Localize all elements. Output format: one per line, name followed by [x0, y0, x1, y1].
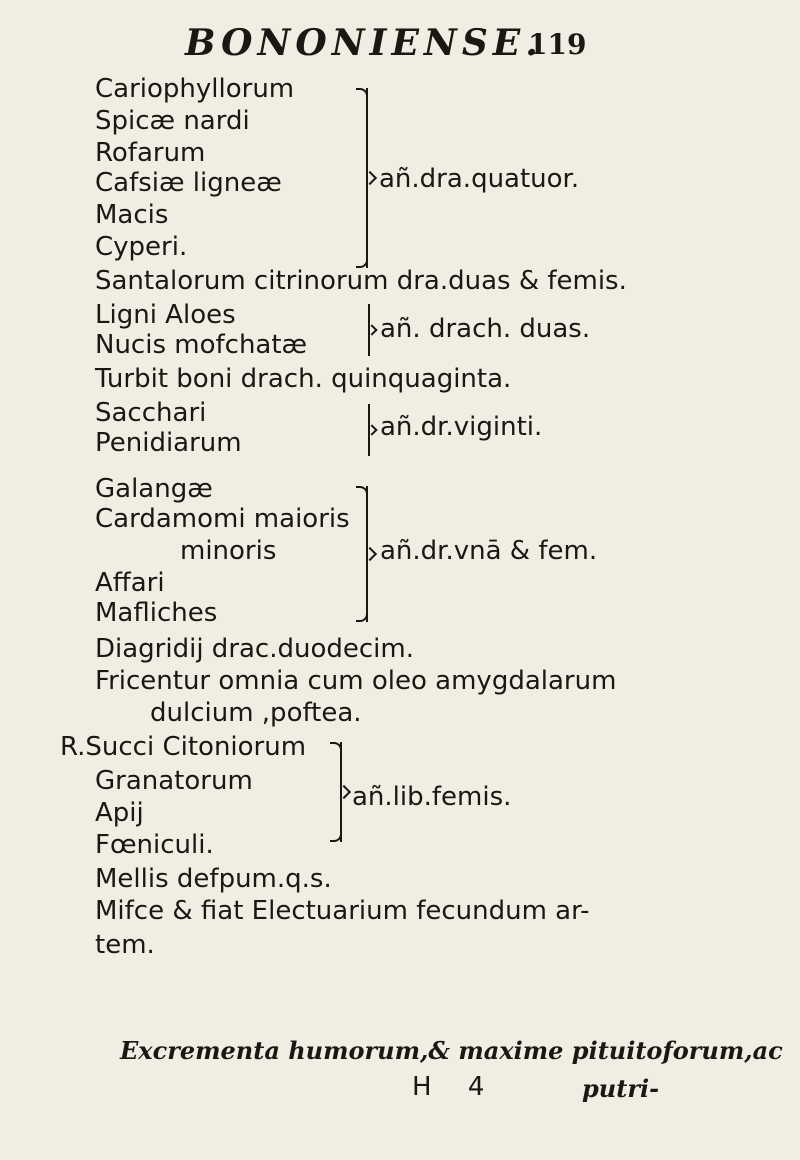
bracket	[360, 304, 370, 356]
running-header	[0, 22, 800, 70]
ingredient-line: R.Succi Citoniorum	[60, 732, 307, 762]
ingredient-line: Fœniculi.	[95, 830, 214, 860]
ingredient-line: Spicæ nardi	[95, 106, 250, 136]
ingredient-line: Galangæ	[95, 474, 213, 504]
recipe-line: Fricentur omnia cum oleo amygdalarum	[95, 666, 617, 696]
recipe-line: Turbit boni drach. quinquaginta.	[95, 364, 512, 394]
catchword: putri-	[582, 1074, 660, 1103]
signature-mark: H 4	[412, 1072, 499, 1102]
recipe-line: tem.	[95, 930, 155, 960]
ingredient-line: Penidiarum	[95, 428, 242, 458]
ingredient-line: Cyperi.	[95, 232, 188, 262]
bracket	[356, 88, 368, 268]
catchline: Excrementa humorum,& maxime pituitoforum,ac	[120, 1036, 783, 1065]
dose-label: añ.dr.viginti.	[380, 412, 543, 442]
ingredient-line: Cariophyllorum	[95, 74, 295, 104]
recipe-line: dulcium ,poftea.	[150, 698, 362, 728]
ingredient-line: Macis	[95, 200, 169, 230]
ingredient-line: Affari	[95, 568, 165, 598]
ingredient-line: Cardamomi maioris	[95, 504, 350, 534]
recipe-line: Mellis defpum.q.s.	[95, 864, 332, 894]
ingredient-line: minoris	[180, 536, 277, 566]
dose-label: añ.dr.vnā & fem.	[380, 536, 598, 566]
ingredient-line: Apij	[95, 798, 144, 828]
ingredient-line: Mafliches	[95, 598, 218, 628]
bracket	[356, 486, 368, 622]
dose-label: añ. drach. duas.	[380, 314, 591, 344]
ingredient-line: Sacchari	[95, 398, 207, 428]
recipe-line: Diagridij drac.duodecim.	[95, 634, 414, 664]
ingredient-line: Granatorum	[95, 766, 253, 796]
page-number: 119	[528, 28, 587, 61]
recipe-line: Santalorum citrinorum dra.duas & femis.	[95, 266, 627, 296]
ingredient-line: Cafsiæ ligneæ	[95, 168, 282, 198]
ingredient-line: Rofarum	[95, 138, 206, 168]
dose-label: añ.lib.femis.	[352, 782, 512, 812]
ingredient-line: Ligni Aloes	[95, 300, 236, 330]
dose-label: añ.dra.quatuor.	[379, 164, 580, 194]
bracket	[330, 742, 342, 842]
ingredient-line: Nucis mofchatæ	[95, 330, 308, 360]
bracket	[360, 404, 370, 456]
recipe-line: Mifce & fiat Electuarium fecundum ar-	[95, 896, 590, 926]
running-title: BONONIENSE.	[185, 22, 543, 64]
